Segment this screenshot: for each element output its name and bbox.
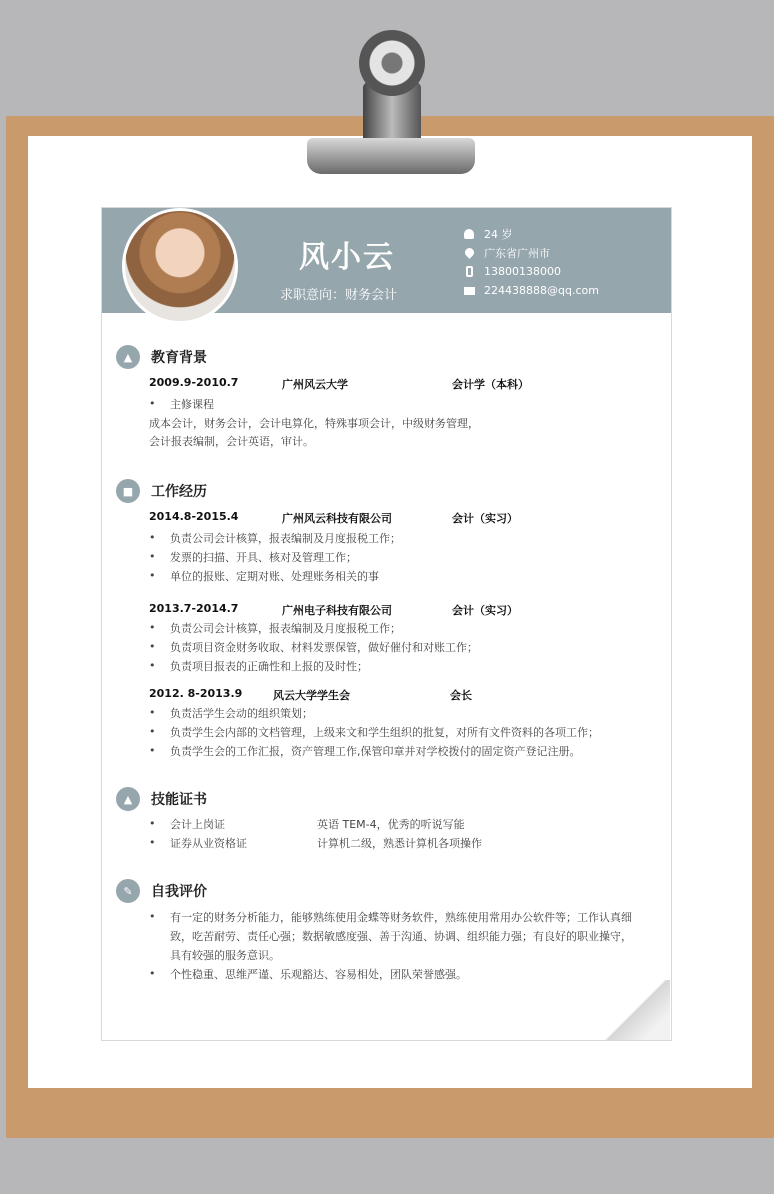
self-eval-line: 具有较强的服务意识。 (170, 949, 280, 962)
graduation-cap-icon: ▲ (116, 345, 140, 369)
email-text: 224438888@qq.com (484, 284, 599, 297)
phone-text: 13800138000 (484, 265, 561, 278)
contact-info (462, 224, 599, 300)
bullet: • (149, 836, 156, 849)
location-text: 广东省广州市 (484, 246, 550, 260)
bullet: • (149, 640, 156, 653)
location-pin-icon (462, 247, 476, 259)
self-eval-heading (116, 879, 207, 903)
education-title: 教育背景 (151, 350, 207, 366)
job-item: 负责学生会的工作汇报，资产管理工作,保管印章并对学校拨付的固定资产登记注册。 (170, 745, 581, 758)
age-text: 24 岁 (484, 227, 513, 241)
bullet: • (149, 621, 156, 634)
phone-row (462, 262, 599, 281)
bullet: • (149, 910, 156, 923)
bullet: • (149, 725, 156, 738)
self-eval-title: 自我评价 (151, 884, 207, 900)
self-eval-line: 有一定的财务分析能力，能够熟练使用金蝶等财务软件，熟练使用常用办公软件等；工作认真细 (170, 911, 632, 924)
avatar (122, 208, 238, 324)
mail-icon (462, 285, 476, 297)
briefcase-icon: ■ (116, 479, 140, 503)
job-date: 2014.8-2015.4 (149, 510, 239, 523)
job-org: 风云大学学生会 (273, 689, 350, 702)
education-major: 会计学（本科） (452, 378, 529, 391)
job-item: 单位的报账、定期对账、处理账务相关的事 (170, 570, 379, 583)
job-item: 负责公司会计核算，报表编制及月度报税工作； (170, 622, 401, 635)
bullet: • (149, 817, 156, 830)
bullet: • (149, 531, 156, 544)
person-icon (462, 228, 476, 240)
bullet: • (149, 397, 156, 410)
course-label: 主修课程 (170, 398, 214, 411)
bullet: • (149, 744, 156, 757)
job-item: 负责学生会内部的文档管理，上级来文和学生组织的批复，对所有文件资料的各项工作； (170, 726, 599, 739)
self-eval-line: 致，吃苦耐劳、责任心强；数据敏感度强、善于沟通、协调、组织能力强；有良好的职业操守， (170, 930, 632, 943)
location-row (462, 243, 599, 262)
bullet: • (149, 659, 156, 672)
work-heading (116, 479, 207, 503)
course-line: 成本会计，财务会计，会计电算化，特殊事项会计，中级财务管理， (149, 417, 479, 430)
education-school: 广州风云大学 (282, 378, 348, 391)
course-line: 会计报表编制，会计英语，审计。 (149, 435, 314, 448)
job-item: 负责公司会计核算，报表编制及月度报税工作； (170, 532, 401, 545)
bullet: • (149, 550, 156, 563)
bullet: • (149, 706, 156, 719)
job-role: 会计（实习） (452, 604, 518, 617)
resume (101, 207, 672, 1041)
skill-right: 英语 TEM-4，优秀的听说写能 (317, 818, 465, 831)
job-item: 发票的扫描、开具、核对及管理工作； (170, 551, 357, 564)
phone-icon (462, 266, 476, 278)
self-eval-line: 个性稳重、思维严谨、乐观豁达、容易相处，团队荣誉感强。 (170, 968, 467, 981)
education-heading (116, 345, 207, 369)
skills-heading (116, 787, 207, 811)
job-org: 广州风云科技有限公司 (282, 512, 392, 525)
job-role: 会长 (450, 689, 472, 702)
page-curl (604, 980, 670, 1040)
job-date: 2013.7-2014.7 (149, 602, 239, 615)
resume-header (102, 208, 671, 313)
job-item: 负责项目资金财务收取、材料发票保管，做好催付和对账工作； (170, 641, 478, 654)
job-intent: 求职意向：财务会计 (280, 288, 398, 303)
avatar-photo (125, 211, 235, 321)
flask-icon: ▲ (116, 787, 140, 811)
skills-title: 技能证书 (151, 792, 207, 808)
clip-base (307, 138, 475, 174)
age-row (462, 224, 599, 243)
candidate-name: 风小云 (299, 240, 395, 275)
job-org: 广州电子科技有限公司 (282, 604, 392, 617)
job-date: 2012. 8-2013.9 (149, 687, 243, 700)
job-role: 会计（实习） (452, 512, 518, 525)
skill-left: 会计上岗证 (170, 818, 225, 831)
job-item: 负责项目报表的正确性和上报的及时性； (170, 660, 368, 673)
work-title: 工作经历 (151, 484, 207, 500)
education-date: 2009.9-2010.7 (149, 376, 239, 389)
bullet: • (149, 569, 156, 582)
clip-ring (359, 30, 425, 96)
skill-right: 计算机二级，熟悉计算机各项操作 (317, 837, 482, 850)
bullet: • (149, 967, 156, 980)
edit-icon: ✎ (116, 879, 140, 903)
skill-left: 证券从业资格证 (170, 837, 247, 850)
email-row (462, 281, 599, 300)
job-item: 负责活学生会动的组织策划； (170, 707, 313, 720)
